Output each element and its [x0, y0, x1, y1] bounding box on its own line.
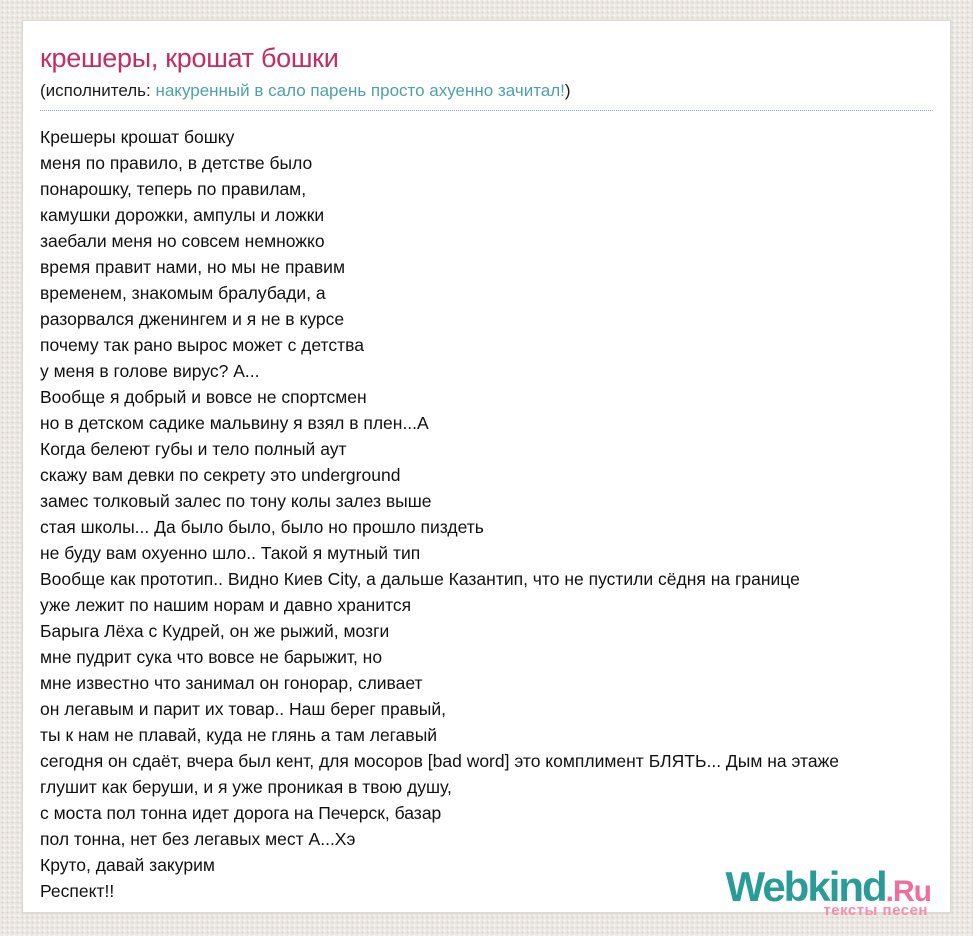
lyrics-line: Респект!! [40, 880, 115, 901]
lyrics-line: Когда белеют губы и тело полный аут [40, 438, 347, 459]
logo-tagline: тексты песен [823, 902, 928, 919]
lyrics-line: скажу вам девки по секрету это underground [40, 464, 401, 485]
lyrics-line: временем, знакомым бралубади, а [40, 282, 326, 303]
lyrics-line: время правит нами, но мы не правим [40, 256, 345, 277]
lyrics [40, 124, 933, 904]
lyrics-line: но в детском садике мальвину я взял в плен...А [40, 412, 429, 433]
lyrics-line: у меня в голове вирус? А... [40, 360, 260, 381]
artist-link[interactable]: накуренный в сало парень просто ахуенно зачитал! [155, 80, 565, 100]
lyrics-line: меня по правило, в детстве было [40, 152, 313, 173]
song-title: крешеры, крошат бошки [40, 43, 339, 73]
lyrics-line: Круто, давай закурим [40, 854, 215, 875]
lyrics-card-content [23, 21, 950, 919]
lyrics-line: понарошку, теперь по правилам, [40, 178, 307, 199]
logo-brand-text: Webkind [725, 863, 886, 910]
lyrics-line: Вообще как прототип.. Видно Киев City, а дальше Казантип, что не пустили сёдня на границе [40, 568, 800, 589]
lyrics-line: он легавым и парит их товар.. Наш берег правый, [40, 698, 447, 719]
lyrics-line: стая школы... Да было было, было но прошло пиздеть [40, 516, 484, 537]
lyrics-line: глушит как беруши, и я уже проникая в твою душу, [40, 776, 452, 797]
lyrics-line: замес толковый залес по тону колы залез выше [40, 490, 432, 511]
webkind-logo[interactable] [725, 863, 931, 919]
lyrics-line: сегодня он сдаёт, вчера был кент, для мосоров [bad word] это комплимент БЛЯТЬ... Дым на этаже [40, 750, 840, 771]
lyrics-line: Крешеры крошат бошку [40, 126, 235, 147]
lyrics-line: пол тонна, нет без легавых мест А...Хэ [40, 828, 356, 849]
artist-label-prefix: (исполнитель: [40, 80, 156, 100]
lyrics-line: камушки дорожки, ампулы и ложки [40, 204, 325, 225]
lyrics-line: разорвался дженингем и я не в курсе [40, 308, 345, 329]
artist-line [40, 81, 933, 111]
lyrics-line: Вообще я добрый и вовсе не спортсмен [40, 386, 367, 407]
lyrics-line: уже лежит по нашим норам и давно хранится [40, 594, 412, 615]
lyrics-line: с моста пол тонна идет дорога на Печерск, базар [40, 802, 442, 823]
lyrics-line: мне пудрит сука что вовсе не барыжит, но [40, 646, 383, 667]
lyrics-line: почему так рано вырос может с детства [40, 334, 364, 355]
lyrics-line: мне известно что занимал он гонорар, сливает [40, 672, 423, 693]
lyrics-card [22, 20, 951, 919]
logo-tld-text: .Ru [885, 875, 931, 908]
lyrics-line: Барыга Лёха с Кудрей, он же рыжий, мозги [40, 620, 390, 641]
lyrics-line: не буду вам охуенно шло.. Такой я мутный тип [40, 542, 421, 563]
lyrics-line: ты к нам не плавай, куда не глянь а там легавый [40, 724, 438, 745]
artist-label-suffix: ) [564, 80, 571, 100]
lyrics-line: заебали меня но совсем немножко [40, 230, 325, 251]
